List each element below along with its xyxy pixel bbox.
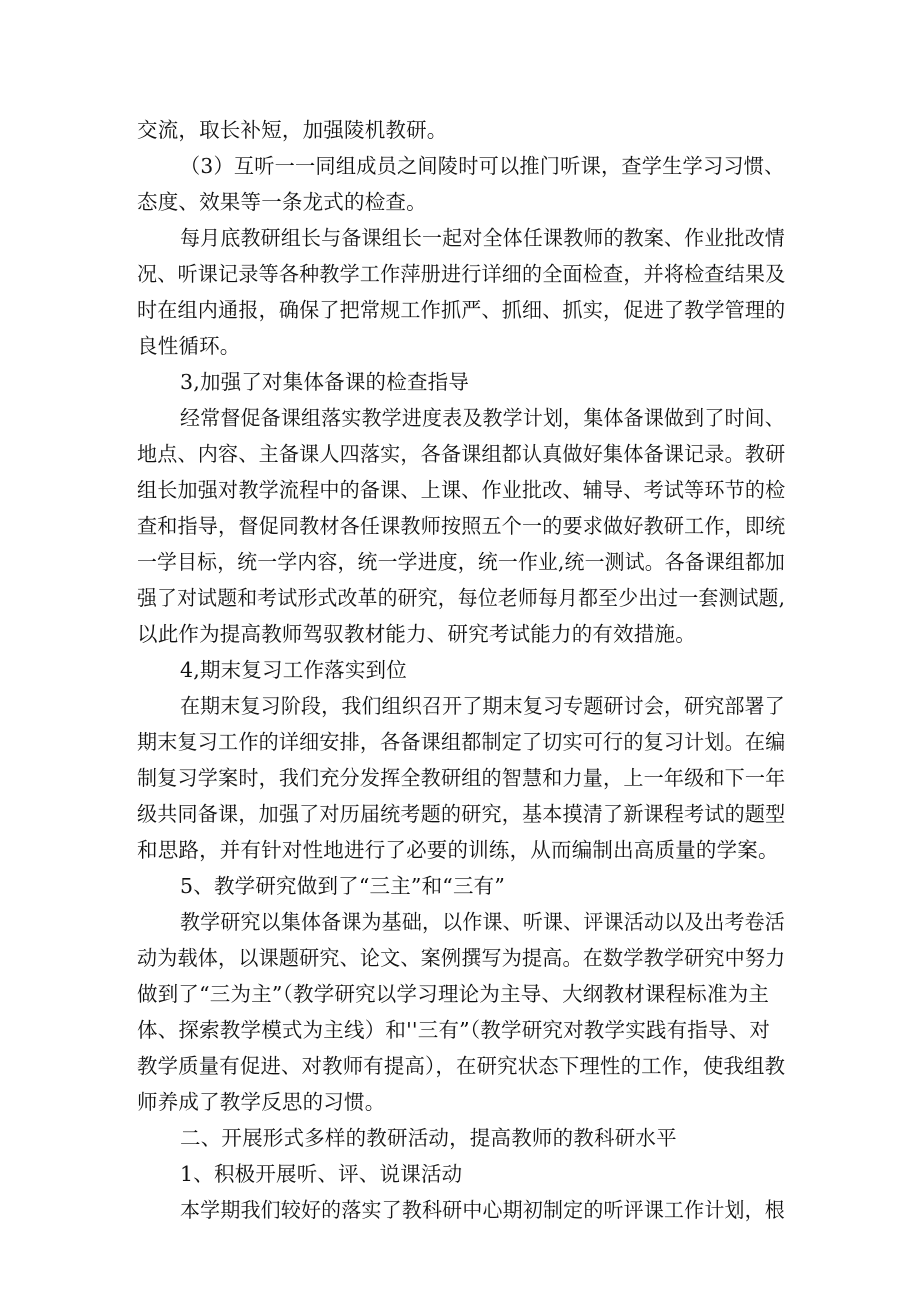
text-line: 态度、效果等一条龙式的检查。: [137, 190, 427, 214]
text-line: 组长加强对教学流程中的备课、上课、作业批改、辅导、考试等环节的检: [137, 478, 786, 502]
text-line: 师养成了教学反思的习惯。: [137, 1090, 386, 1114]
text-line: 以此作为提高教师驾驭教材能力、研究考试能力的有效措施。: [137, 622, 696, 646]
paragraph-start: 本学期我们较好的落实了教科研中心期初制定的听评课工作计划，根: [180, 1198, 785, 1222]
text-line: 做到了“三为主”（教学研究以学习理论为主导、大纲教材课程标准为主: [137, 982, 770, 1006]
text-line: 一学目标，统一学内容，统一学进度，统一作业,统一测试。各备课组都加: [137, 550, 786, 574]
text-line: 制复习学案时，我们充分发挥全教研组的智慧和力量，上一年级和下一年: [137, 766, 786, 790]
text-line: 时在组内通报，确保了把常规工作抓严、抓细、抓实，促进了教学管理的: [137, 298, 786, 322]
paragraph-start: 经常督促备课组落实教学进度表及教学计划，集体备课做到了时间、: [180, 406, 785, 430]
section-heading: 1、积极开展听、评、说课活动: [180, 1162, 463, 1186]
text-line: 强了对试题和考试形式改革的研究，每位老师每月都至少出过一套测试题,: [137, 586, 786, 610]
text-line: 体、探索教学模式为主线）和''三有”（教学研究对教学实践有指导、对: [137, 1018, 771, 1042]
text-line: 教学质量有促进、对教师有提高），在研究状态下理性的工作，使我组教: [137, 1054, 786, 1078]
text-line: 良性循环。: [137, 334, 241, 358]
text-line: 和思路，并有针对性地进行了必要的训练，从而编制出高质量的学案。: [137, 838, 779, 862]
text-line: 地点、内容、主备课人四落实，各备课组都认真做好集体备课记录。教研: [137, 442, 786, 466]
text-line: 期末复习工作的详细安排，各备课组都制定了切实可行的复习计划。在编: [137, 730, 786, 754]
text-line: （3）互听一一同组成员之间陵时可以推门听课，查学生学习习惯、: [180, 154, 785, 178]
text-line: 查和指导，督促同教材各任课教师按照五个一的要求做好教研工作，即统: [137, 514, 786, 538]
text-line: 交流，取长补短，加强陵机教研。: [137, 118, 448, 142]
text-line: 动为载体，以课题研究、论文、案例撰写为提高。在数学教学研究中努力: [137, 946, 786, 970]
text-line: 况、听课记录等各种教学工作萍册进行详细的全面检查，并将检查结果及: [137, 262, 786, 286]
section-heading: 二、开展形式多样的教研活动，提高教师的教科研水平: [180, 1126, 677, 1150]
paragraph-start: 在期末复习阶段，我们组织召开了期末复习专题研讨会，研究部署了: [180, 694, 785, 718]
paragraph-start: 教学研究以集体备课为基础，以作课、听课、评课活动以及出考卷活: [180, 910, 785, 934]
section-heading: 3,加强了对集体备课的检查指导: [180, 370, 470, 394]
section-heading: 5、教学研究做到了“三主”和“三有”: [180, 874, 506, 898]
paragraph-start: 每月底教研组长与备课组长一起对全体任课教师的教案、作业批改情: [180, 226, 785, 250]
section-heading: 4,期末复习工作落实到位: [180, 658, 407, 682]
text-line: 级共同备课，加强了对历届统考题的研究，基本摸清了新课程考试的题型: [137, 802, 786, 826]
